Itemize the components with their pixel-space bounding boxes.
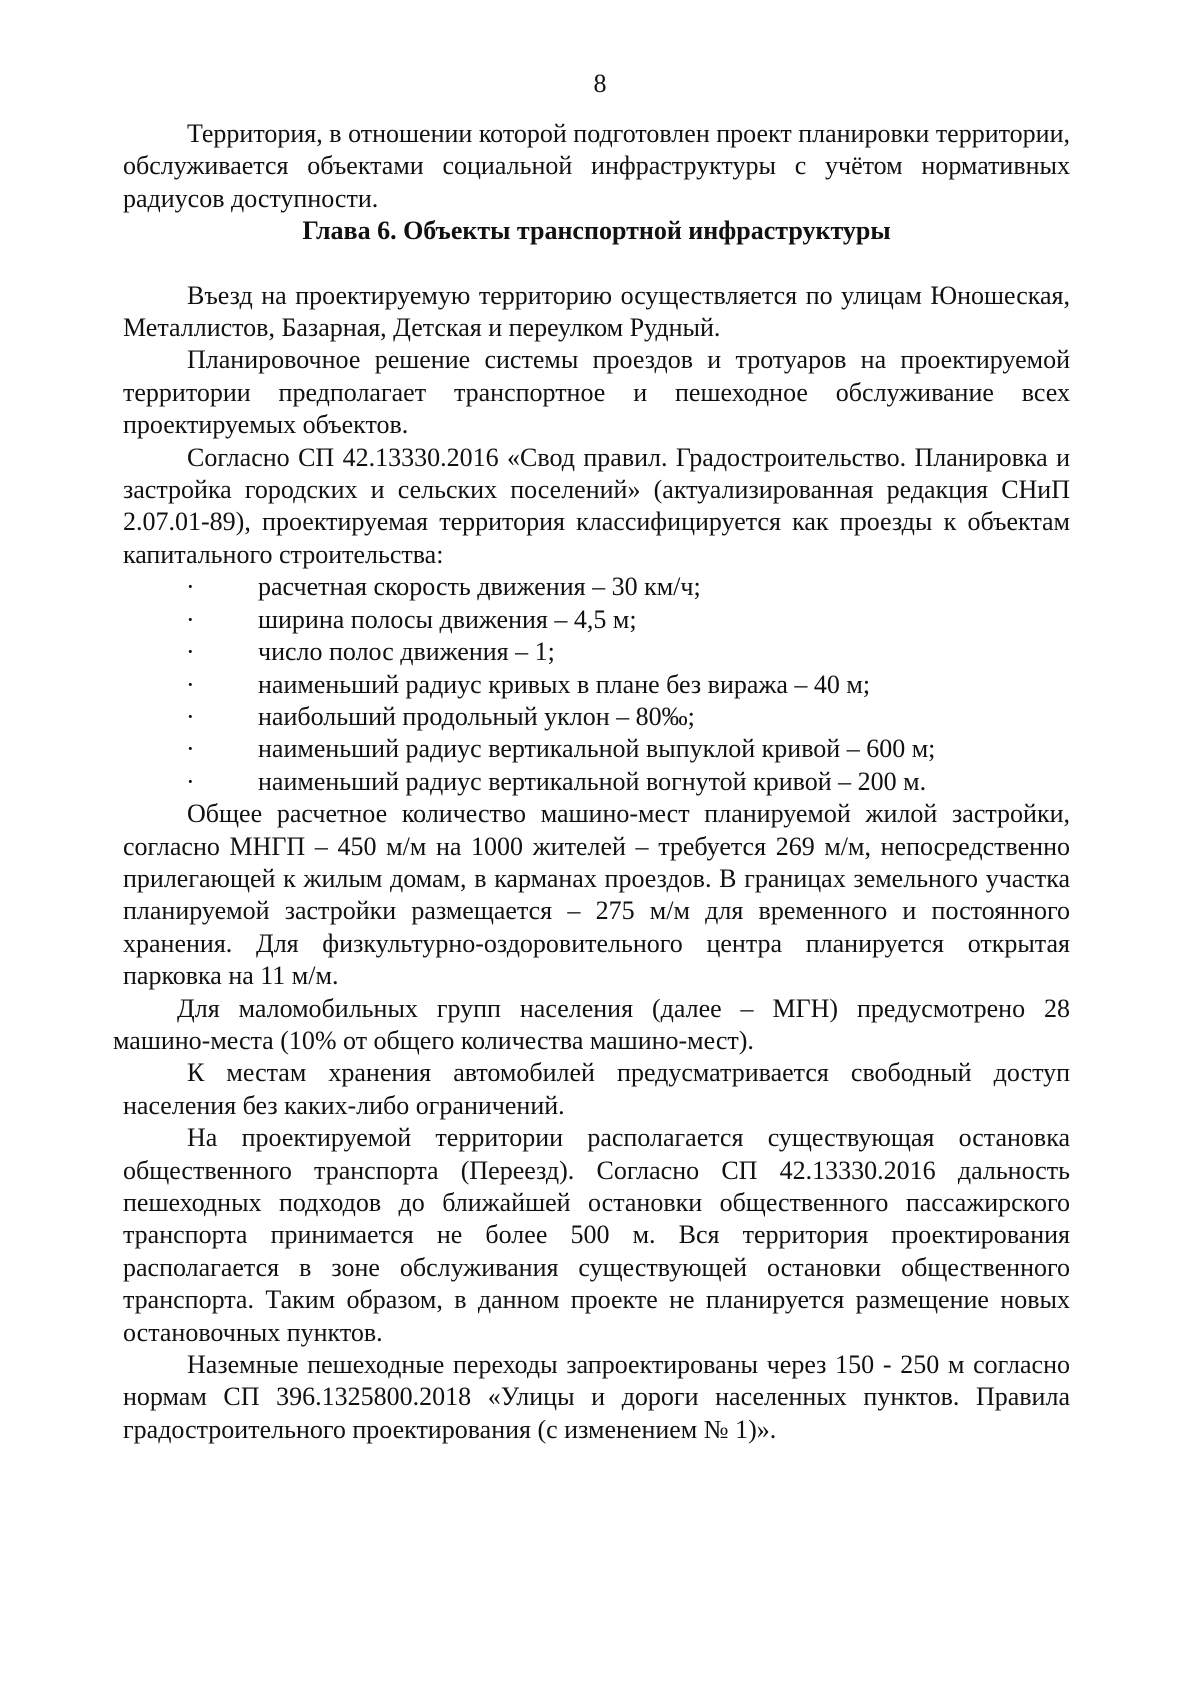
bullet-mark: · <box>186 637 195 667</box>
bullet-mark: · <box>186 766 195 796</box>
chapter-title: Глава 6. Объекты транспортной инфраструктуры <box>302 216 891 246</box>
bullet-mark: · <box>186 572 195 602</box>
paragraph-sp-classification: Согласно СП 42.13330.2016 «Свод правил. Градостроительство. Планировка и застройка городских и сельских поселений» (актуализированная редакция СНиП 2.07.01-89), проектируемая территория классифицируется как проезды к объектам капитального строительства: <box>123 442 1070 569</box>
list-item <box>123 604 1070 636</box>
list-item-text: ширина полосы движения – 4,5 м; <box>258 604 637 634</box>
list-item-text: наибольший продольный уклон – 80‰; <box>258 701 695 731</box>
bullet-mark: · <box>186 734 195 764</box>
road-parameters-list <box>123 571 1070 798</box>
list-item-text: число полос движения – 1; <box>258 637 555 667</box>
list-item <box>123 571 1070 603</box>
document-body <box>113 118 1070 1446</box>
paragraph-planning-solution: Планировочное решение системы проездов и тротуаров на проектируемой территории предполагает транспортное и пешеходное обслуживание всех проектируемых объектов. <box>123 345 1070 440</box>
paragraph-parking-capacity: Общее расчетное количество машино-мест планируемой жилой застройки, согласно МНГП – 450 м/м на 1000 жителей – требуется 269 м/м, непосредственно прилегающей к жилым домам, в карманах проездов. В границах земельного участка планируемой застройки размещается – 275 м/м для временного и постоянного хранения. Для физкультурно-оздоровительного центра планируется открытая парковка на 11 м/м. <box>123 799 1070 991</box>
paragraph-entry-streets: Въезд на проектируемую территорию осуществляется по улицам Юношеская, Металлистов, Базарная, Детская и переулком Рудный. <box>123 280 1070 343</box>
blank-line <box>123 248 1070 280</box>
paragraph-public-transport: На проектируемой территории располагается существующая остановка общественного транспорта (Переезд). Согласно СП 42.13330.2016 дальность пешеходных подходов до ближайшей остановки общественного пассажирского транспорта принимается не более 500 м. Вся территория проектирования располагается в зоне обслуживания существующей остановки общественного транспорта. Таким образом, в данном проекте не планируется размещение новых остановочных пунктов. <box>123 1123 1070 1347</box>
page-number: 8 <box>593 69 607 98</box>
bullet-mark: · <box>186 669 195 699</box>
list-item-text: наименьший радиус кривых в плане без виража – 40 м; <box>258 669 871 699</box>
list-item <box>123 669 1070 701</box>
bullet-mark: · <box>186 701 195 731</box>
intro-paragraph: Территория, в отношении которой подготовлен проект планировки территории, обслуживается объектами социальной инфраструктуры с учётом нормативных радиусов доступности. <box>123 119 1070 213</box>
list-item-text: наименьший радиус вертикальной вогнутой кривой – 200 м. <box>258 766 927 796</box>
list-item <box>123 766 1070 798</box>
paragraph-mgn-parking: Для маломобильных групп населения (далее – МГН) предусмотрено 28 машино-места (10% от общего количества машино-мест). <box>113 993 1070 1055</box>
list-item-text: расчетная скорость движения – 30 км/ч; <box>258 572 701 602</box>
list-item <box>123 701 1070 733</box>
paragraph-free-access: К местам хранения автомобилей предусматривается свободный доступ населения без каких-либо ограничений. <box>123 1058 1070 1120</box>
list-item <box>123 733 1070 765</box>
list-item-text: наименьший радиус вертикальной выпуклой кривой – 600 м; <box>258 734 936 764</box>
list-item <box>123 636 1070 668</box>
bullet-mark: · <box>186 604 195 634</box>
paragraph-pedestrian-crossings: Наземные пешеходные переходы запроектированы через 150 - 250 м согласно нормам СП 396.1325800.2018 «Улицы и дороги населенных пунктов. Правила градостроительного проектирования (с изменением № 1)». <box>123 1350 1070 1444</box>
